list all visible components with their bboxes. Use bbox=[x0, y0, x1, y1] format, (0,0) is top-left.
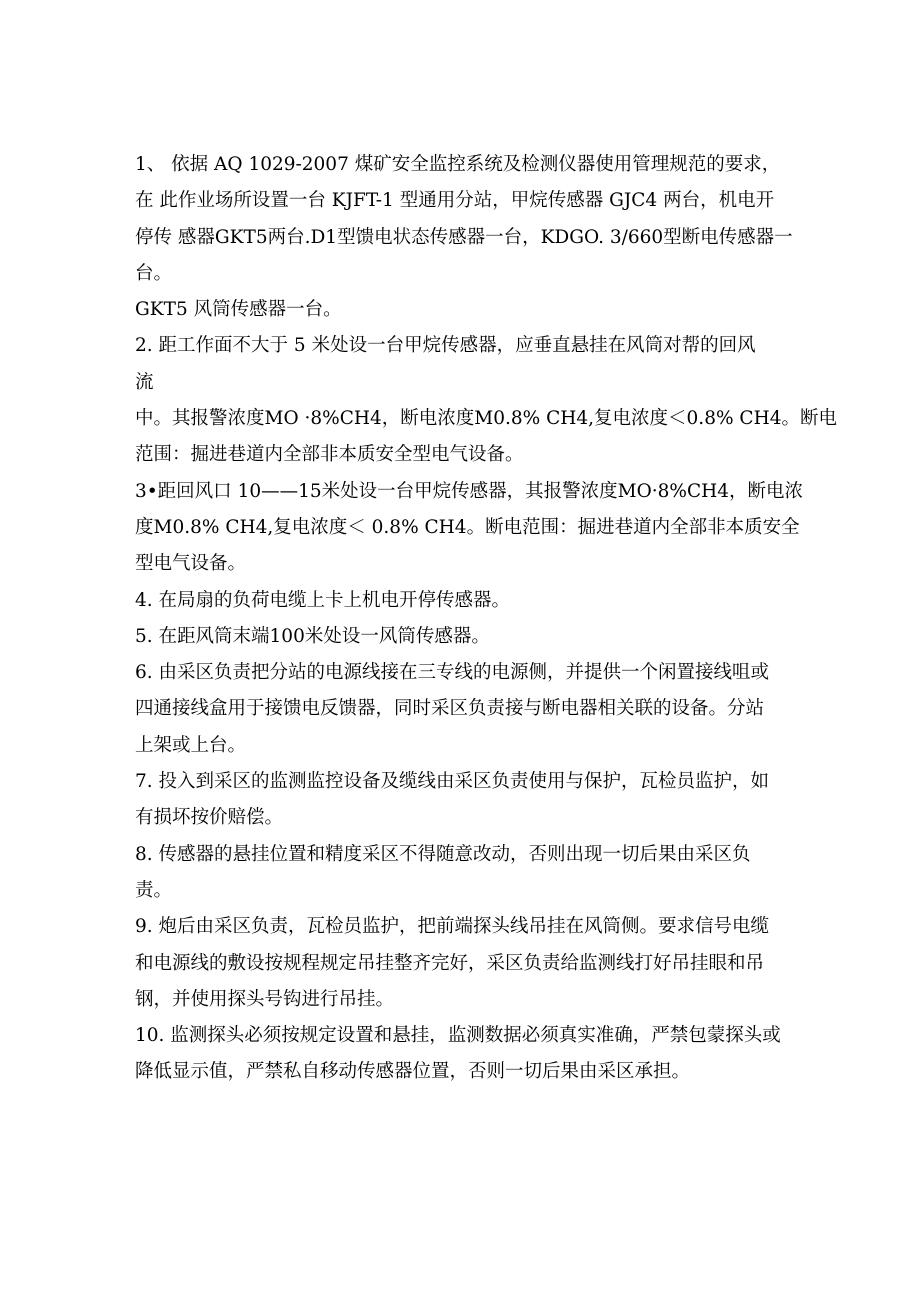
text-line: 和电源线的敷设按规程规定吊挂整齐完好，采区负责给监测线打好吊挂眼和吊 bbox=[135, 952, 765, 974]
text-line: 有损坏按价赔偿。 bbox=[135, 807, 284, 829]
text-line: 降低显示值，严禁私自移动传感器位置，否则一切后果由采区承担。 bbox=[135, 1061, 691, 1083]
text-line: 10. 监测探头必须按规定设置和悬挂，监测数据必须真实准确，严禁包蒙探头或 bbox=[135, 1025, 781, 1047]
text-line: 台。 bbox=[135, 262, 173, 284]
text-line: 停传 感器GKT5两台.D1型馈电状态传感器一台，KDGO. 3/660型断电传感器一 bbox=[135, 226, 793, 248]
text-line: 2. 距工作面不大于 5 米处设一台甲烷传感器，应垂直悬挂在风筒对帮的回风 bbox=[135, 335, 756, 357]
text-line: 5. 在距风筒末端100米处设一风筒传感器。 bbox=[135, 625, 490, 647]
text-line: 3•距回风口 10——15米处设一台甲烷传感器，其报警浓度MO·8%CH4，断电浓 bbox=[135, 480, 804, 502]
text-line: 度M0.8% CH4,复电浓度＜ 0.8% CH4。断电范围：掘进巷道内全部非本质安全 bbox=[135, 516, 800, 538]
text-line: 责。 bbox=[135, 879, 173, 901]
text-line: 1、 依据 AQ 1029-2007 煤矿安全监控系统及检测仪器使用管理规范的要求， bbox=[135, 154, 781, 175]
text-line: 6. 由采区负责把分站的电源线接在三专线的电源侧，并提供一个闲置接线咀或 bbox=[135, 662, 770, 684]
text-line: 9. 炮后由采区负责，瓦检员监护，把前端探头线吊挂在风筒侧。要求信号电缆 bbox=[135, 916, 770, 938]
text-line: GKT5 风筒传感器一台。 bbox=[135, 299, 342, 321]
text-line: 范围：掘进巷道内全部非本质安全型电气设备。 bbox=[135, 444, 524, 466]
text-line: 流 bbox=[135, 371, 154, 393]
text-line: 7. 投入到采区的监测监控设备及缆线由采区负责使用与保护，瓦检员监护，如 bbox=[135, 771, 770, 793]
text-line: 4. 在局扇的负荷电缆上卡上机电开停传感器。 bbox=[135, 589, 511, 611]
text-line: 在 此作业场所设置一台 KJFT-1 型通用分站，甲烷传感器 GJC4 两台，机电开 bbox=[135, 190, 775, 212]
text-line: 上架或上台。 bbox=[135, 734, 247, 756]
text-line: 四通接线盒用于接馈电反馈器，同时采区负责接与断电器相关联的设备。分站 bbox=[135, 698, 765, 720]
text-line: 型电气设备。 bbox=[135, 553, 247, 575]
text-line: 8. 传感器的悬挂位置和精度采区不得随意改动，否则出现一切后果由采区负 bbox=[135, 843, 751, 865]
text-line: 中。其报警浓度MO ·8%CH4，断电浓度M0.8% CH4,复电浓度＜0.8% CH4。断电 bbox=[135, 408, 837, 430]
text-line: 钢，并使用探头号钩进行吊挂。 bbox=[135, 988, 395, 1010]
document-body bbox=[135, 147, 837, 1091]
